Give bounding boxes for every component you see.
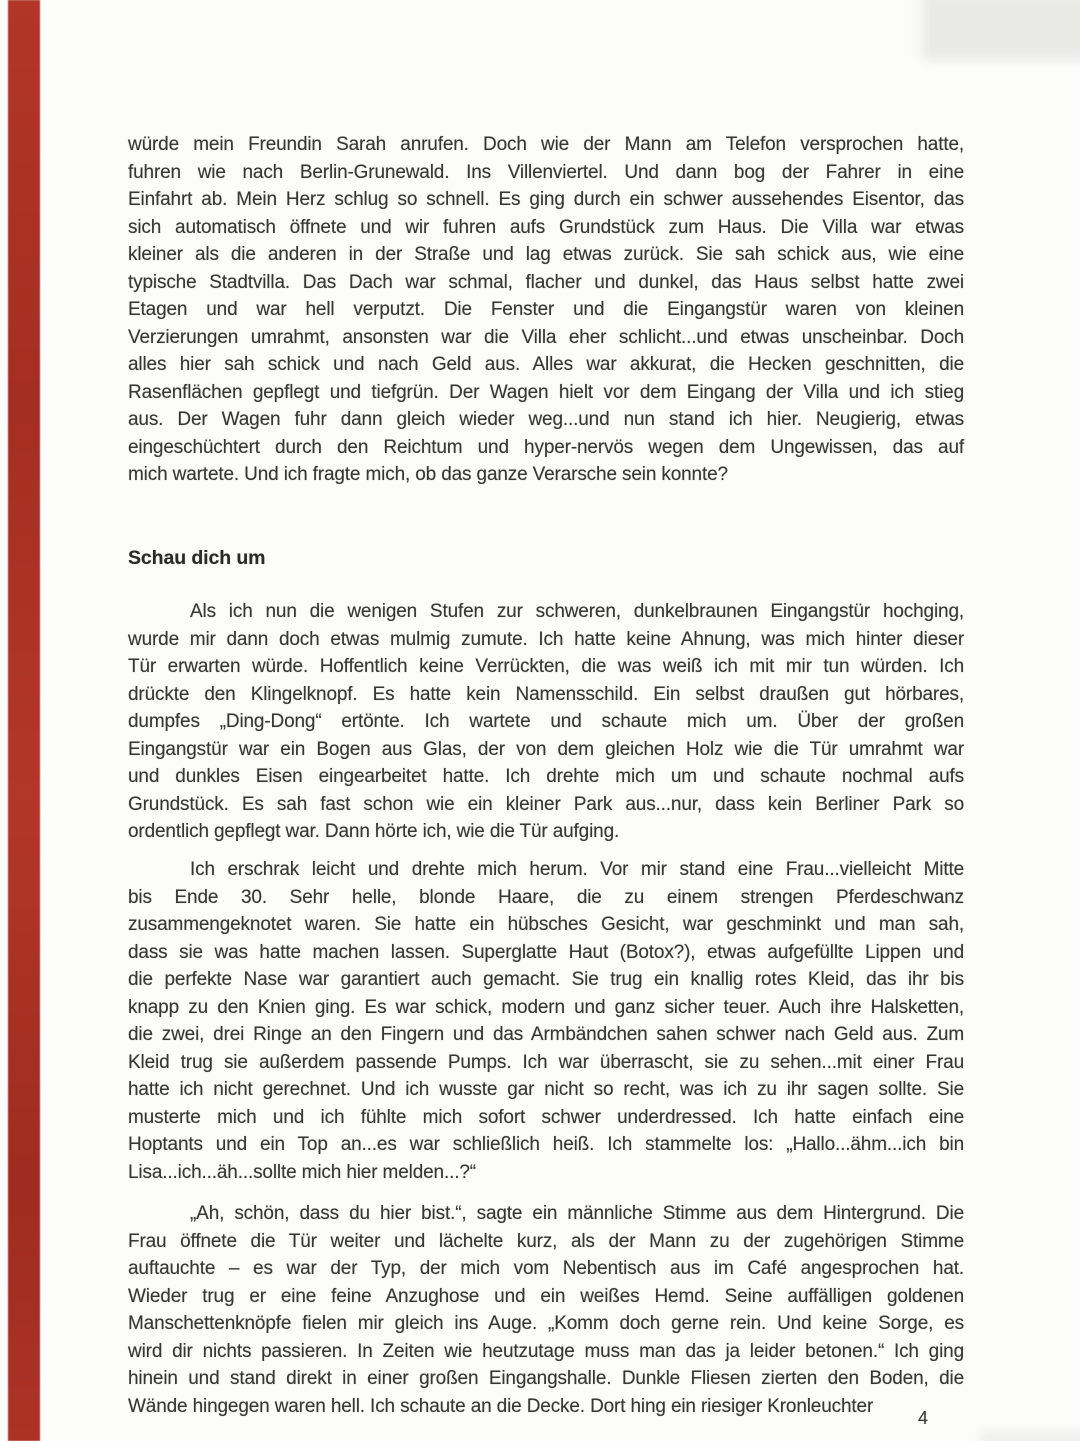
text-line: Manschettenknöpfe fielen mir gleich ins Auge. „Komm doch gerne rein. Und keine Sorge, es <box>128 1313 964 1334</box>
text-line: Rasenflächen gepflegt und tiefgrün. Der Wagen hielt vor dem Eingang der Villa und ich stieg <box>128 381 964 403</box>
text-line: Grundstück. Es sah fast schon wie ein kleiner Park aus...nur, dass kein Berliner Park so <box>128 793 964 815</box>
text-line: ordentlich gepflegt war. Dann hörte ich, wie die Tür aufging. <box>128 821 620 842</box>
text-line: Wände hingegen waren hell. Ich schaute an die Decke. Dort hing ein riesiger Kronleuchter <box>128 1395 874 1417</box>
text-line: die zwei, drei Ringe an den Fingern und das Armbändchen sahen schwer nach Geld aus. Zum <box>128 1024 964 1045</box>
text-line: dumpfes „Ding-Dong“ ertönte. Ich wartete und schaute mich um. Über der großen <box>128 711 964 732</box>
text-line: mich wartete. Und ich fragte mich, ob das ganze Verarsche sein konnte? <box>128 464 728 485</box>
scan-shadow-bottom-right <box>980 1431 1080 1441</box>
text-line: wurde mir dann doch etwas mulmig zumute. Ich hatte keine Ahnung, was mich hinter dieser <box>128 628 964 650</box>
paragraph-doorbell <box>128 598 964 846</box>
text-line: eingeschüchtert durch den Reichtum und hyper-nervös wegen dem Ungewissen, das auf <box>128 436 964 458</box>
text-line: Ich erschrak leicht und drehte mich herum. Vor mir stand eine Frau...vielleicht Mitte <box>190 859 964 880</box>
text-line: aus. Der Wagen fuhr dann gleich wieder weg...und nun stand ich hier. Neugierig, etwas <box>128 409 964 430</box>
text-line: hinein und stand direkt in einer großen Eingangshalle. Dunkle Fliesen zierten den Boden, die <box>128 1368 964 1389</box>
text-line: Einfahrt ab. Mein Herz schlug so schnell. Es ging durch ein schwer aussehendes Eisentor, das <box>128 189 964 210</box>
text-line: bis Ende 30. Sehr helle, blonde Haare, die zu einem strengen Pferdeschwanz <box>128 886 964 908</box>
text-column <box>128 0 964 1441</box>
text-line: zusammengeknotet waren. Sie hatte ein hübsches Gesicht, war geschminkt und man sah, <box>128 914 964 935</box>
text-line: Tür erwarten würde. Hoffentlich keine Verrückten, die was weiß ich mit mir tun würden. Ich <box>128 656 964 677</box>
text-line: würde mein Freundin Sarah anrufen. Doch wie der Mann am Telefon versprochen hatte, <box>128 134 964 155</box>
text-line: Als ich nun die wenigen Stufen zur schweren, dunkelbraunen Eingangstür hochging, <box>190 601 964 622</box>
text-line: alles hier sah schick und nach Geld aus. Alles war akkurat, die Hecken geschnitten, die <box>128 354 964 375</box>
paragraph-intro <box>128 131 964 489</box>
text-line: auftauchte – es war der Typ, der mich vom Nebentisch aus im Café angesprochen hat. <box>128 1258 964 1279</box>
text-line: drückte den Klingelknopf. Es hatte kein Namensschild. Ein selbst draußen gut hörbares, <box>128 683 964 705</box>
text-line: sich automatisch öffnete und wir fuhren aufs Grundstück zum Haus. Die Villa war etwas <box>128 216 964 238</box>
paragraph-greeting <box>128 1200 964 1420</box>
text-line: Verzierungen umrahmt, ansonsten war die Villa eher schlicht...und etwas unscheinbar. Doch <box>128 326 964 348</box>
text-line: Eingangstür war ein Bogen aus Glas, der von dem gleichen Holz wie die Tür umrahmt war <box>128 738 964 760</box>
text-line: die perfekte Nase war garantiert auch gemacht. Sie trug ein knallig rotes Kleid, das ihr bis <box>128 969 964 990</box>
text-line: Lisa...ich...äh...sollte mich hier melden...?“ <box>128 1161 476 1183</box>
paragraph-woman <box>128 856 964 1186</box>
text-line: dass sie was hatte machen lassen. Superglatte Haut (Botox?), etwas aufgefüllte Lippen und <box>128 941 964 963</box>
text-line: Hoptants und ein Top an...es war schließlich heiß. Ich stammelte los: „Hallo...ähm...ich bin <box>128 1134 964 1155</box>
text-line: Etagen und war hell verputzt. Die Fenster und die Eingangstür waren von kleinen <box>128 299 964 320</box>
text-line: und dunkles Eisen eingearbeitet hatte. Ich drehte mich um und schaute nochmal aufs <box>128 766 964 787</box>
text-line: kleiner als die anderen in der Straße und lag etwas zurück. Sie sah schick aus, wie eine <box>128 244 964 265</box>
text-line: hatte ich nicht gerechnet. Und ich wusste gar nicht so recht, was ich zu ihr sagen sollte. Sie <box>128 1079 964 1100</box>
page-number: 4 <box>917 1408 928 1428</box>
book-binding-red-stripe <box>8 0 40 1441</box>
text-line: Frau öffnete die Tür weiter und lächelte kurz, als der Mann zu der zugehörigen Stimme <box>128 1230 964 1252</box>
text-line: knapp zu den Knien ging. Es war schick, modern und ganz sicher teuer. Auch ihre Halsketten, <box>128 996 964 1018</box>
text-line: fuhren wie nach Berlin-Grunewald. Ins Villenviertel. Und dann bog der Fahrer in eine <box>128 161 964 183</box>
text-line: „Ah, schön, dass du hier bist.“, sagte ein männliche Stimme aus dem Hintergrund. Die <box>190 1203 964 1224</box>
text-line: Wieder trug er eine feine Anzughose und ein weißes Hemd. Seine auffälligen goldenen <box>128 1285 964 1307</box>
text-line: musterte mich und ich fühlte mich sofort schwer underdressed. Ich hatte einfach eine <box>128 1106 964 1128</box>
section-heading: Schau dich um <box>128 547 266 569</box>
text-line: wird dir nichts passieren. In Zeiten wie heutzutage muss man das ja leider betonen.“ Ich ging <box>128 1340 964 1362</box>
text-line: typische Stadtvilla. Das Dach war schmal, flacher und dunkel, das Haus selbst hatte zwei <box>128 271 964 293</box>
text-line: Kleid trug sie außerdem passende Pumps. Ich war überrascht, sie zu sehen...mit einer Frau <box>128 1051 964 1073</box>
